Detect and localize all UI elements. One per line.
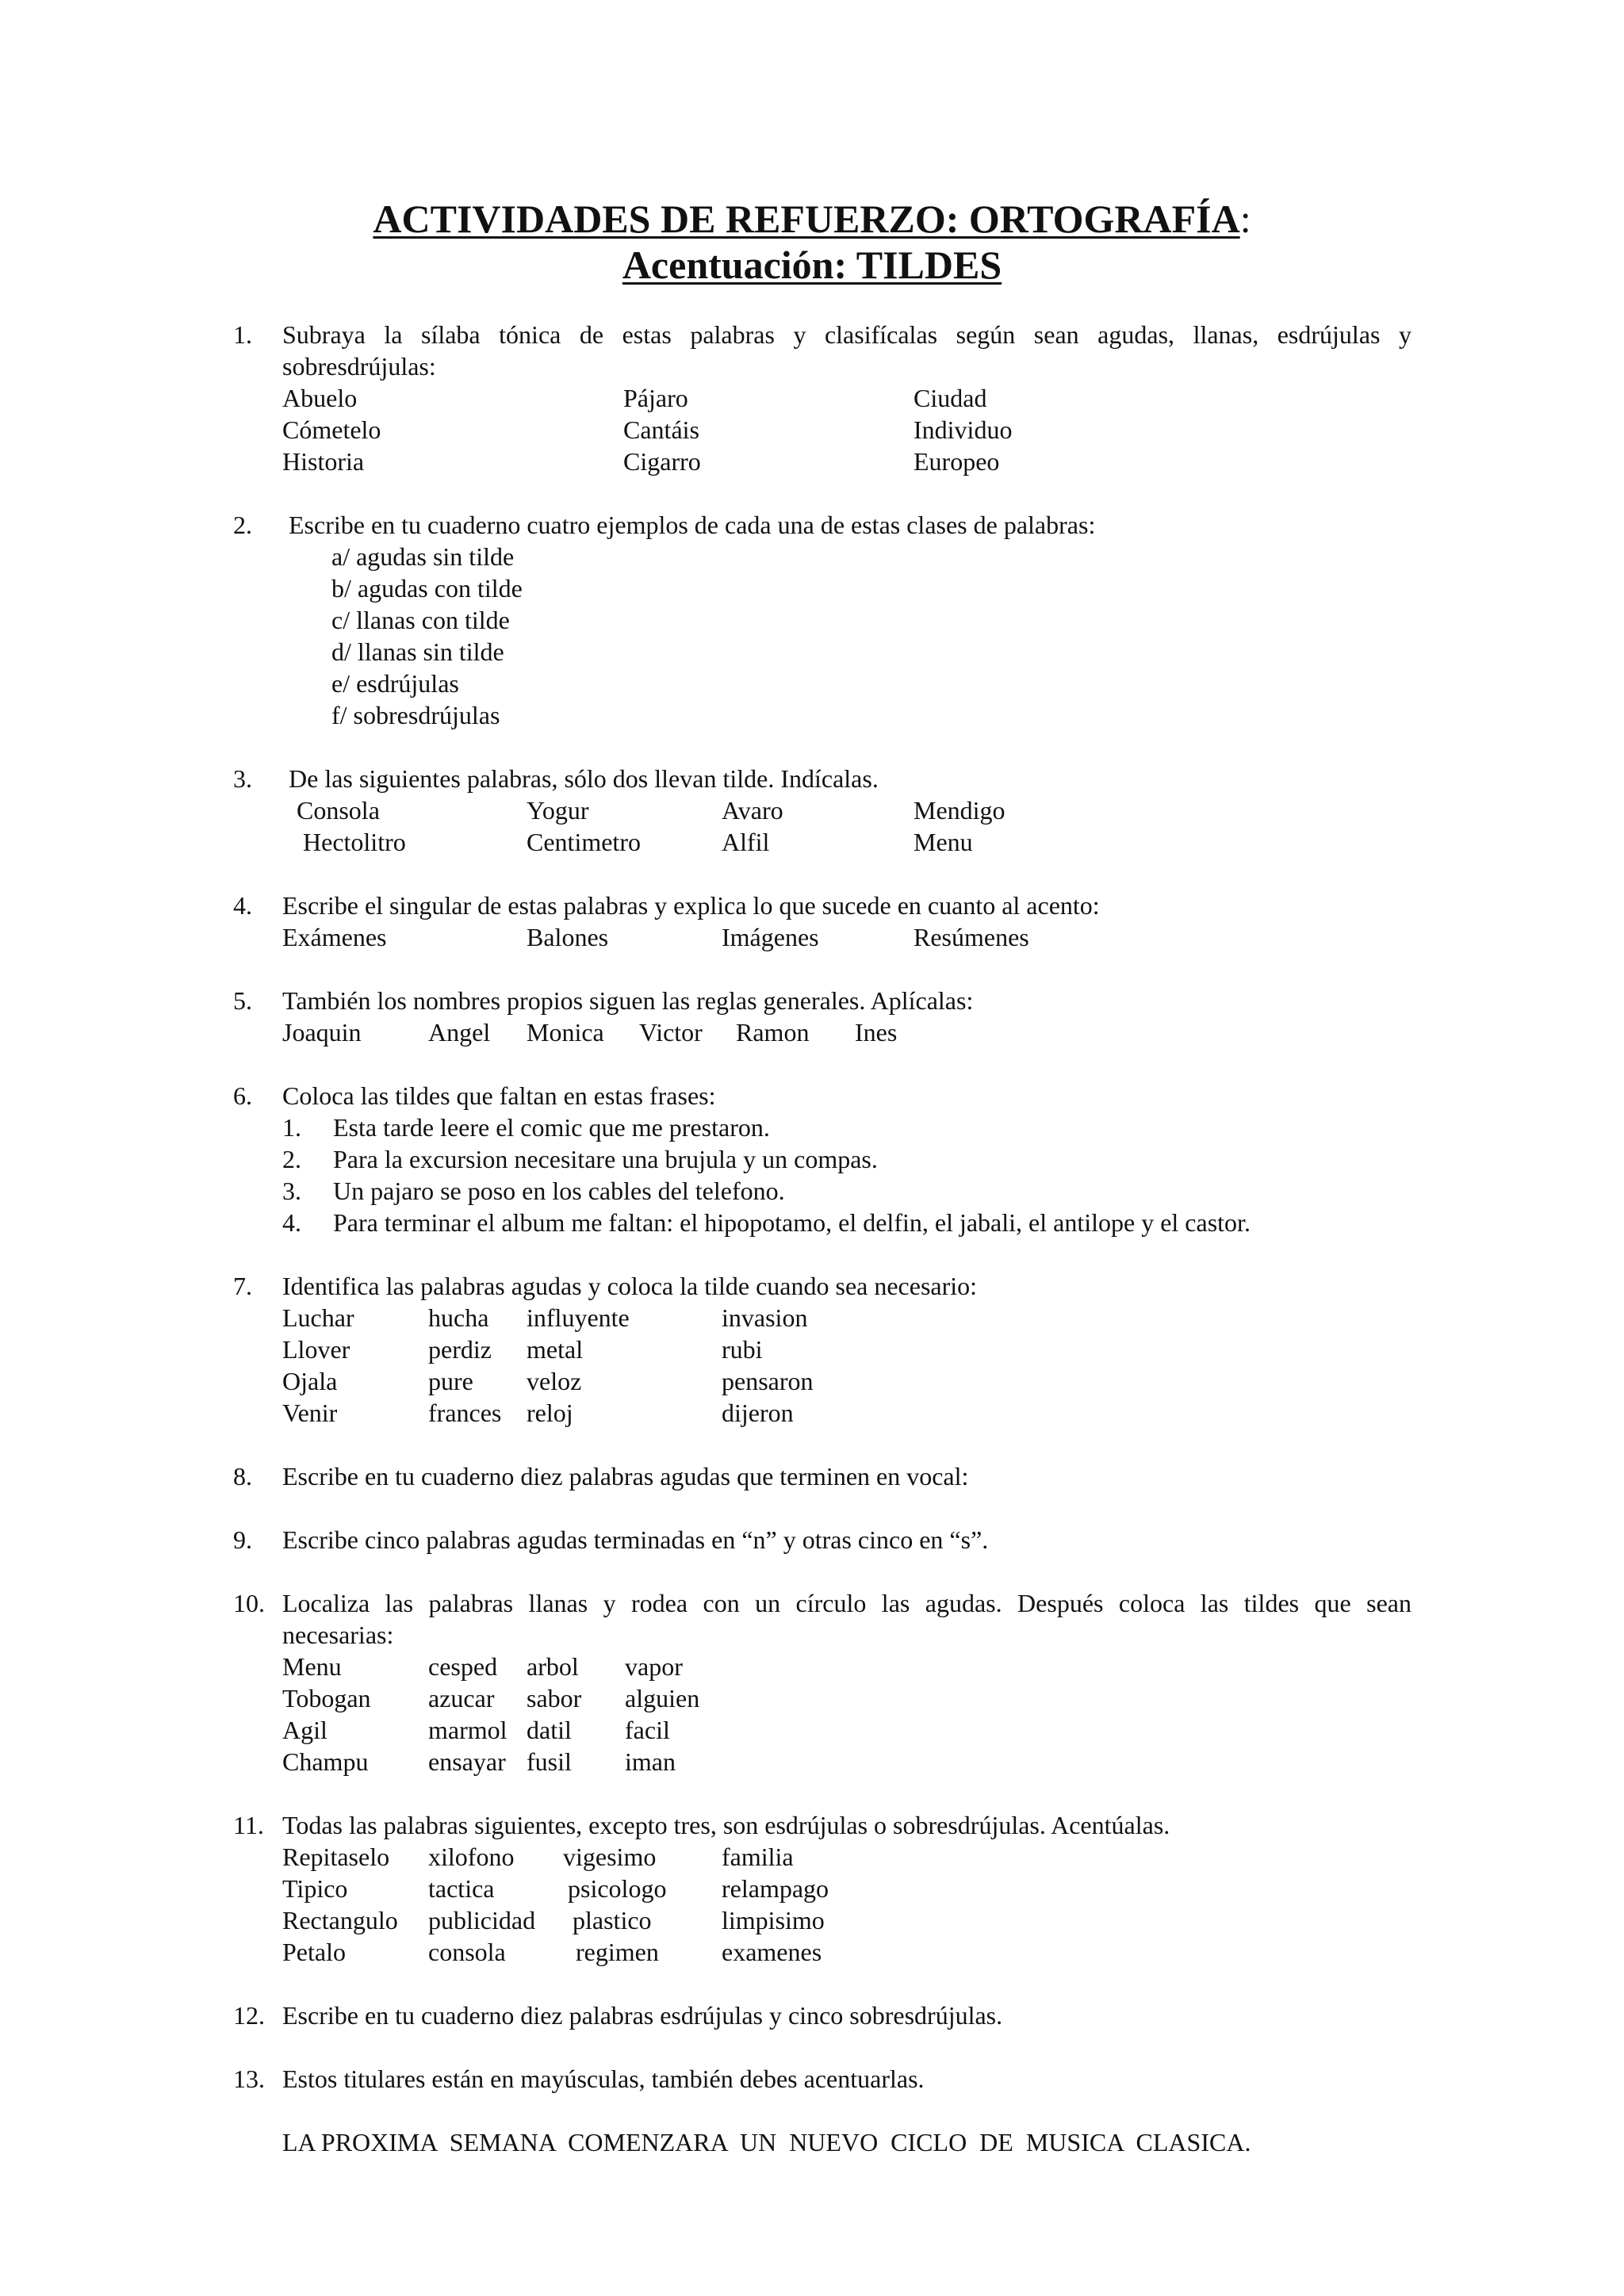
word: psicologo <box>568 1874 667 1903</box>
sentence-number: 1. <box>282 1113 301 1142</box>
exercise-number: 9. <box>233 1525 252 1554</box>
word: Victor <box>639 1018 703 1047</box>
word: ensayar <box>428 1747 506 1776</box>
word: iman <box>625 1747 676 1776</box>
word: Ines <box>855 1018 898 1047</box>
word: vapor <box>625 1652 683 1681</box>
word: perdiz <box>428 1335 492 1364</box>
word: Menu <box>282 1652 342 1681</box>
exercise-number: 3. <box>233 764 252 793</box>
word: limpisimo <box>722 1906 825 1934</box>
word: Agil <box>282 1716 327 1744</box>
exercise-instruction: Escribe el singular de estas palabras y explica lo que sucede en cuanto al acento: <box>282 891 1100 920</box>
word: Pájaro <box>623 384 688 412</box>
word: Luchar <box>282 1303 354 1332</box>
word: familia <box>722 1843 794 1871</box>
word: Mendigo <box>914 796 1005 825</box>
word: Individuo <box>914 415 1013 444</box>
exercise-instruction: Estos titulares están en mayúsculas, también debes acentuarlas. <box>282 2064 925 2093</box>
sentence-text: Esta tarde leere el comic que me prestaron. <box>333 1113 770 1142</box>
word: frances <box>428 1399 502 1427</box>
word: Avaro <box>722 796 783 825</box>
exercise-number: 12. <box>233 2001 265 2030</box>
list-item: c/ llanas con tilde <box>331 606 510 634</box>
sentence-text: Un pajaro se poso en los cables del telefono. <box>333 1177 785 1205</box>
word: Ojala <box>282 1367 338 1395</box>
headline-text: LA PROXIMA SEMANA COMENZARA UN NUEVO CICLO DE MUSICA CLASICA. <box>282 2128 1251 2156</box>
word: Cantáis <box>623 415 699 444</box>
word: rubi <box>722 1335 763 1364</box>
word: sabor <box>527 1684 582 1712</box>
exercise-1-instruction-cont: sobresdrújulas: <box>282 352 436 381</box>
word: Petalo <box>282 1938 346 1966</box>
word: pensaron <box>722 1367 814 1395</box>
word: invasion <box>722 1303 808 1332</box>
word: metal <box>527 1335 584 1364</box>
list-item: a/ agudas sin tilde <box>331 542 515 571</box>
word: consola <box>428 1938 506 1966</box>
exercise-number: 11. <box>233 1811 264 1839</box>
word: Exámenes <box>282 923 387 951</box>
word: Menu <box>914 828 973 856</box>
word: tactica <box>428 1874 495 1903</box>
word: Llover <box>282 1335 350 1364</box>
word: Centimetro <box>527 828 641 856</box>
word: Alfil <box>722 828 770 856</box>
list-item: d/ llanas sin tilde <box>331 637 504 666</box>
exercise-number: 1. <box>233 320 252 349</box>
word: Historia <box>282 447 365 476</box>
sentence-number: 2. <box>282 1145 301 1173</box>
word: Europeo <box>914 447 1000 476</box>
exercise-number: 5. <box>233 986 252 1015</box>
list-item: e/ esdrújulas <box>331 669 459 698</box>
word: alguien <box>625 1684 700 1712</box>
word: examenes <box>722 1938 822 1966</box>
word: Venir <box>282 1399 338 1427</box>
exercise-instruction: Escribe cinco palabras agudas terminadas en “n” y otras cinco en “s”. <box>282 1525 989 1554</box>
word: Consola <box>297 796 380 825</box>
word: Cómetelo <box>282 415 381 444</box>
exercise-number: 13. <box>233 2064 265 2093</box>
word: Imágenes <box>722 923 819 951</box>
exercise-instruction: Coloca las tildes que faltan en estas frases: <box>282 1081 716 1110</box>
exercise-number: 6. <box>233 1081 252 1110</box>
word: Champu <box>282 1747 369 1776</box>
word: azucar <box>428 1684 495 1712</box>
sentence-number: 4. <box>282 1208 301 1237</box>
word: Rectangulo <box>282 1906 398 1934</box>
exercise-instruction: Localiza las palabras llanas y rodea con un círculo las agudas. Después coloca las tildes que sean <box>282 1589 1411 1617</box>
word: influyente <box>527 1303 630 1332</box>
exercise-10-instruction-cont: necesarias: <box>282 1621 394 1649</box>
exercise-instruction: Subraya la sílaba tónica de estas palabras y clasifícalas según sean agudas, llanas, esdrújulas y <box>282 320 1411 349</box>
page-title-colon: : <box>1239 197 1251 241</box>
word: hucha <box>428 1303 489 1332</box>
word: datil <box>527 1716 572 1744</box>
list-item: b/ agudas con tilde <box>331 574 523 603</box>
exercise-number: 2. <box>233 511 252 539</box>
sentence-text: Para terminar el album me faltan: el hipopotamo, el delfin, el jabali, el antilope y el castor. <box>333 1208 1251 1237</box>
word: facil <box>625 1716 670 1744</box>
word: relampago <box>722 1874 829 1903</box>
page-subtitle <box>0 243 1624 287</box>
exercise-instruction: Escribe en tu cuaderno diez palabras esdrújulas y cinco sobresdrújulas. <box>282 2001 1003 2030</box>
word: Monica <box>527 1018 604 1047</box>
word: Yogur <box>527 796 589 825</box>
word: cesped <box>428 1652 498 1681</box>
word: regimen <box>576 1938 659 1966</box>
word: Ramon <box>736 1018 810 1047</box>
word: fusil <box>527 1747 572 1776</box>
page-title-text: ACTIVIDADES DE REFUERZO: ORTOGRAFÍA <box>373 197 1240 241</box>
word: plastico <box>573 1906 652 1934</box>
word: dijeron <box>722 1399 794 1427</box>
exercise-instruction: De las siguientes palabras, sólo dos llevan tilde. Indícalas. <box>289 764 879 793</box>
exercise-instruction: También los nombres propios siguen las reglas generales. Aplícalas: <box>282 986 974 1015</box>
word: Ciudad <box>914 384 987 412</box>
word: veloz <box>527 1367 582 1395</box>
word: Resúmenes <box>914 923 1029 951</box>
exercise-instruction: Identifica las palabras agudas y coloca la tilde cuando sea necesario: <box>282 1272 978 1300</box>
word: Tipico <box>282 1874 348 1903</box>
word: arbol <box>527 1652 579 1681</box>
word: Balones <box>527 923 609 951</box>
exercise-instruction: Escribe en tu cuaderno cuatro ejemplos de cada una de estas clases de palabras: <box>289 511 1096 539</box>
word: xilofono <box>428 1843 515 1871</box>
list-item: f/ sobresdrújulas <box>331 701 500 729</box>
word: publicidad <box>428 1906 536 1934</box>
page-subtitle-text: Acentuación: TILDES <box>622 243 1002 287</box>
exercise-instruction: Escribe en tu cuaderno diez palabras agudas que terminen en vocal: <box>282 1462 969 1490</box>
word: marmol <box>428 1716 508 1744</box>
word: Joaquin <box>282 1018 362 1047</box>
exercise-number: 4. <box>233 891 252 920</box>
exercise-number: 10. <box>233 1589 265 1617</box>
exercise-number: 8. <box>233 1462 252 1490</box>
word: Abuelo <box>282 384 358 412</box>
word: Angel <box>428 1018 491 1047</box>
page-title <box>0 197 1624 241</box>
sentence-number: 3. <box>282 1177 301 1205</box>
word: Tobogan <box>282 1684 371 1712</box>
exercise-number: 7. <box>233 1272 252 1300</box>
word: Cigarro <box>623 447 701 476</box>
word: vigesimo <box>563 1843 657 1871</box>
sentence-text: Para la excursion necesitare una brujula y un compas. <box>333 1145 878 1173</box>
word: reloj <box>527 1399 573 1427</box>
word: Repitaselo <box>282 1843 390 1871</box>
word: Hectolitro <box>303 828 406 856</box>
word: pure <box>428 1367 473 1395</box>
exercise-instruction: Todas las palabras siguientes, excepto tres, son esdrújulas o sobresdrújulas. Acentúalas. <box>282 1811 1170 1839</box>
